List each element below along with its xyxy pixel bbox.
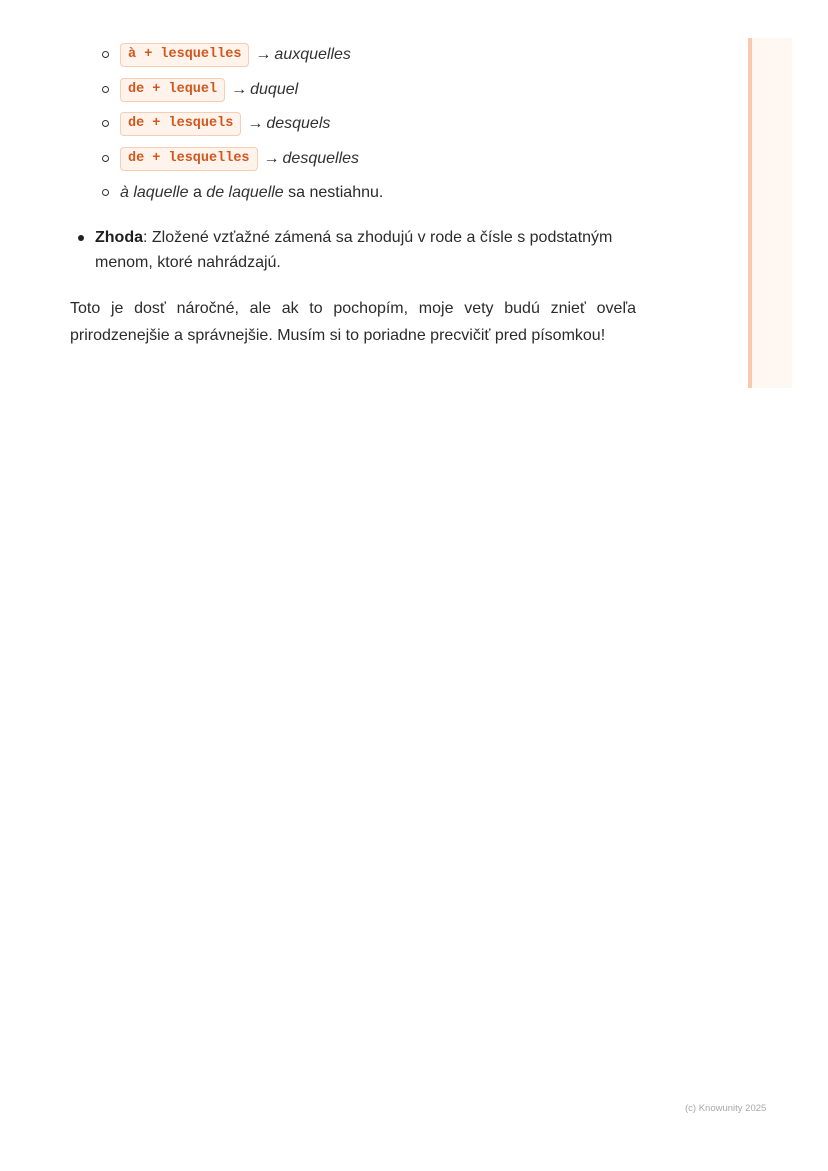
- list-item: [120, 73, 636, 108]
- arrow-icon: →: [231, 80, 248, 98]
- list-item-agreement: [95, 225, 636, 275]
- arrow-icon: →: [263, 149, 280, 167]
- agreement-text: : Zložené vzťažné zámená sa zhodujú v rode a čísle s podstatným menom, ktoré nahrádzajú.: [95, 228, 613, 271]
- contraction-list: [70, 38, 636, 211]
- note-term-2: de laquelle: [206, 184, 284, 202]
- arrow-icon: →: [247, 115, 264, 133]
- side-decoration-strip: [748, 38, 792, 388]
- hollow-bullet-icon: [102, 86, 109, 93]
- list-item: [120, 107, 636, 142]
- code-snippet: de + lequel: [120, 78, 225, 102]
- agreement-term: Zhoda: [95, 228, 143, 246]
- hollow-bullet-icon: [102, 120, 109, 127]
- content-area: [70, 38, 636, 349]
- note-text: sa nestiahnu.: [283, 184, 384, 202]
- closing-paragraph: Toto je dosť náročné, ale ak to pochopím, moje vety budú znieť oveľa prirodzenejšie a správnejšie. Musím si to poriadne precvičiť pred písomkou!: [70, 299, 636, 344]
- result-word: duquel: [250, 80, 299, 98]
- bullet-icon: [78, 235, 84, 241]
- code-snippet: de + lesquelles: [120, 147, 258, 171]
- note-term-1: à laquelle: [120, 184, 189, 202]
- copyright-footer: (c) Knowunity 2025: [685, 1103, 767, 1114]
- hollow-bullet-icon: [102, 51, 109, 58]
- result-word: desquels: [266, 115, 331, 133]
- arrow-icon: →: [255, 46, 272, 64]
- result-word: desquelles: [282, 149, 360, 167]
- note-connector: a: [188, 184, 207, 202]
- list-item: [120, 142, 636, 177]
- rules-list: [70, 225, 636, 275]
- result-word: auxquelles: [274, 46, 351, 64]
- code-snippet: à + lesquelles: [120, 43, 249, 67]
- list-item: [120, 38, 636, 73]
- code-snippet: de + lesquels: [120, 112, 241, 136]
- list-item-note: [120, 176, 636, 211]
- hollow-bullet-icon: [102, 189, 109, 196]
- hollow-bullet-icon: [102, 155, 109, 162]
